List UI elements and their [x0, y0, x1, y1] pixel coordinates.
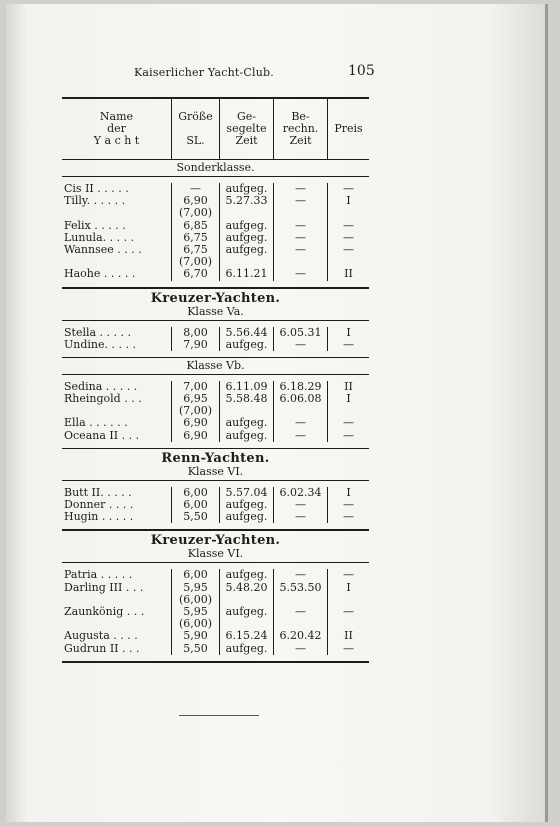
- cell-name: Tilly. . . . . .: [64, 194, 126, 208]
- cell-calculated-time: —: [295, 194, 306, 208]
- column-calculated-time: [274, 183, 328, 281]
- section-body: [62, 481, 369, 530]
- cell-name: [62, 207, 171, 219]
- cell-prize: —: [343, 428, 354, 442]
- cell-size: 6,75: [183, 242, 208, 256]
- cell-prize: II: [344, 379, 353, 393]
- cell-calculated-time: 6.06.08: [279, 392, 322, 406]
- cell-calculated-time: 6.05.31: [279, 325, 322, 339]
- cell-prize: —: [343, 498, 354, 511]
- cell-sailed-time: aufgeg.: [225, 416, 268, 430]
- cell-calculated-time: —: [295, 604, 306, 618]
- page-number: 105: [348, 63, 375, 79]
- cell-calculated-time: [274, 207, 327, 219]
- section-title: Renn-Yachten.: [161, 450, 270, 466]
- section-body: [62, 563, 369, 660]
- cell-calculated-time: —: [295, 230, 306, 244]
- column-name: [62, 487, 172, 524]
- table-sections: [62, 160, 369, 663]
- cell-calculated-time: 6.18.29: [279, 379, 322, 393]
- cell-sailed-time: aufgeg.: [225, 218, 268, 232]
- cell-calculated-time: —: [295, 498, 306, 511]
- cell-calculated-time: —: [295, 510, 306, 524]
- cell-calculated-time: —: [295, 337, 306, 351]
- header-prize: Preis: [334, 122, 363, 135]
- column-name: [62, 569, 172, 654]
- column-calculated-time: [274, 381, 328, 442]
- cell-size: —: [190, 182, 201, 195]
- cell-prize: —: [343, 242, 354, 256]
- cell-calculated-time: —: [295, 182, 306, 195]
- section-class: Klasse VI.: [187, 547, 244, 561]
- cell-name: Felix . . . . .: [64, 218, 126, 232]
- cell-sailed-time: aufgeg.: [225, 510, 268, 524]
- column-size: [172, 487, 220, 524]
- column-sailed-time: [220, 183, 274, 281]
- cell-calculated-time: —: [295, 416, 306, 430]
- column-size: [172, 381, 220, 442]
- cell-calculated-time: —: [295, 568, 306, 582]
- cell-size: (7,00): [178, 404, 213, 418]
- column-calculated-time: [274, 569, 328, 654]
- column-size: [172, 569, 220, 654]
- cell-sailed-time: 5.48.20: [225, 580, 268, 594]
- header-name: Name der Y a c h t: [62, 99, 172, 159]
- column-name: [62, 183, 172, 281]
- cell-size: 6,90: [183, 194, 208, 208]
- cell-sailed-time: 5.56.44: [225, 325, 268, 339]
- cell-size: 6,85: [183, 218, 208, 232]
- cell-size: (6,00): [178, 592, 213, 606]
- section-body: [62, 177, 369, 287]
- column-sailed-time: [220, 569, 274, 654]
- cell-prize: —: [343, 218, 354, 232]
- cell-sailed-time: aufgeg.: [225, 641, 268, 655]
- cell-calculated-time: —: [295, 218, 306, 232]
- cell-name: Stella . . . . .: [64, 325, 132, 339]
- cell-prize: I: [346, 325, 351, 339]
- column-sailed-time: [220, 487, 274, 524]
- column-size: [172, 327, 220, 351]
- section-heading: [62, 358, 369, 374]
- cell-prize: II: [344, 629, 353, 643]
- running-head: Kaiserlicher Yacht-Club.: [134, 66, 274, 79]
- cell-size: 7,00: [183, 379, 208, 393]
- cell-name: Ella . . . . . .: [64, 416, 128, 430]
- cell-size: 6,75: [183, 230, 208, 244]
- section-bottom-rule: [62, 661, 369, 663]
- cell-prize: [328, 207, 369, 219]
- column-calculated-time: [274, 327, 328, 351]
- section-class: Klasse Va.: [187, 304, 244, 318]
- cell-prize: —: [343, 641, 354, 655]
- cell-name: Zaunkönig . . .: [64, 604, 145, 618]
- book-page: [6, 4, 548, 822]
- cell-size: 5,50: [183, 641, 208, 655]
- header-calculated-time: Be- rechn. Zeit: [274, 99, 328, 159]
- cell-size: (7,00): [178, 206, 213, 220]
- cell-size: (6,00): [178, 617, 213, 631]
- cell-sailed-time: 5.27.33: [225, 194, 268, 208]
- cell-size: 6,00: [183, 568, 208, 582]
- cell-name: Undine. . . . .: [64, 337, 136, 351]
- cell-name: Donner . . . .: [64, 498, 134, 511]
- section-title: Kreuzer-Yachten.: [150, 290, 281, 306]
- cell-name: Haohe . . . . .: [64, 267, 136, 281]
- cell-prize: II: [344, 267, 353, 281]
- cell-prize: —: [343, 604, 354, 618]
- column-size: [172, 183, 220, 281]
- cell-prize: I: [346, 194, 351, 208]
- cell-sailed-time: 5.57.04: [225, 485, 268, 499]
- cell-name: Gudrun II . . .: [64, 641, 140, 655]
- cell-name: Rheingold . . .: [64, 392, 142, 406]
- cell-name: Butt II. . . . .: [64, 485, 132, 499]
- cell-calculated-time: —: [295, 242, 306, 256]
- column-prize: [328, 183, 369, 281]
- cell-calculated-time: —: [295, 428, 306, 442]
- cell-name: Darling III . . .: [64, 580, 144, 594]
- cell-size: 5,90: [183, 629, 208, 643]
- header-size: Größe SL.: [172, 99, 220, 159]
- cell-size: 6,90: [183, 428, 208, 442]
- column-sailed-time: [220, 381, 274, 442]
- cell-prize: —: [343, 568, 354, 582]
- cell-name: Cis II . . . . .: [64, 182, 129, 195]
- cell-prize: —: [343, 510, 354, 524]
- column-calculated-time: [274, 487, 328, 524]
- cell-calculated-time: —: [295, 267, 306, 281]
- cell-sailed-time: aufgeg.: [225, 604, 268, 618]
- cell-size: 8,00: [183, 325, 208, 339]
- cell-size: 6,95: [183, 392, 208, 406]
- table-header: [62, 99, 369, 159]
- cell-size: 6,90: [183, 416, 208, 430]
- cell-sailed-time: aufgeg.: [225, 182, 268, 195]
- section-title: Kreuzer-Yachten.: [150, 533, 281, 549]
- cell-prize: —: [343, 337, 354, 351]
- cell-calculated-time: 5.53.50: [279, 580, 322, 594]
- column-prize: [328, 569, 369, 654]
- cell-sailed-time: 6.11.09: [225, 379, 268, 393]
- cell-prize: I: [346, 580, 351, 594]
- column-prize: [328, 327, 369, 351]
- cell-calculated-time: 6.20.42: [279, 629, 322, 643]
- cell-size: 5,95: [183, 580, 208, 594]
- section-class: Klasse VI.: [187, 464, 244, 478]
- column-prize: [328, 487, 369, 524]
- cell-prize: —: [343, 230, 354, 244]
- cell-sailed-time: 6.15.24: [225, 629, 268, 643]
- column-prize: [328, 381, 369, 442]
- column-name: [62, 381, 172, 442]
- section-heading: [62, 531, 369, 562]
- cell-name: Patria . . . . .: [64, 568, 133, 582]
- cell-name: Augusta . . . .: [64, 629, 138, 643]
- section-class: Klasse Vb.: [186, 358, 245, 372]
- cell-size: 6,00: [183, 498, 208, 511]
- results-table: [62, 97, 369, 663]
- cell-sailed-time: aufgeg.: [225, 337, 268, 351]
- header-sailed-time: Ge- segelte Zeit: [220, 99, 274, 159]
- cell-name: Lunula. . . . .: [64, 230, 135, 244]
- cell-calculated-time: —: [295, 641, 306, 655]
- cell-calculated-time: 6.02.34: [279, 485, 322, 499]
- closing-rule: [179, 715, 259, 716]
- section-class: Sonderklasse.: [176, 161, 255, 174]
- cell-sailed-time: aufgeg.: [225, 242, 268, 256]
- cell-size: 6,70: [183, 267, 208, 281]
- cell-prize: —: [343, 416, 354, 430]
- cell-size: 7,90: [183, 337, 208, 351]
- cell-sailed-time: aufgeg.: [225, 498, 268, 511]
- cell-name: Oceana II . . .: [64, 428, 140, 442]
- section-heading: [62, 160, 369, 176]
- column-name: [62, 327, 172, 351]
- section-body: [62, 375, 369, 448]
- cell-prize: I: [346, 392, 351, 406]
- cell-name: Hugin . . . . .: [64, 510, 134, 524]
- cell-sailed-time: aufgeg.: [225, 428, 268, 442]
- cell-name: Wannsee . . . .: [64, 242, 142, 256]
- section-heading: [62, 289, 369, 320]
- cell-sailed-time: aufgeg.: [225, 568, 268, 582]
- cell-prize: I: [346, 485, 351, 499]
- cell-sailed-time: 6.11.21: [225, 267, 268, 281]
- cell-size: 5,95: [183, 604, 208, 618]
- cell-prize: —: [343, 182, 354, 195]
- cell-size: 6,00: [183, 485, 208, 499]
- section-heading: [62, 449, 369, 480]
- cell-sailed-time: [220, 207, 273, 219]
- cell-sailed-time: aufgeg.: [225, 230, 268, 244]
- cell-name: Sedina . . . . .: [64, 379, 138, 393]
- cell-size: (7,00): [178, 255, 213, 269]
- column-sailed-time: [220, 327, 274, 351]
- section-body: [62, 321, 369, 357]
- cell-size: 5,50: [183, 510, 208, 524]
- cell-sailed-time: 5.58.48: [225, 392, 268, 406]
